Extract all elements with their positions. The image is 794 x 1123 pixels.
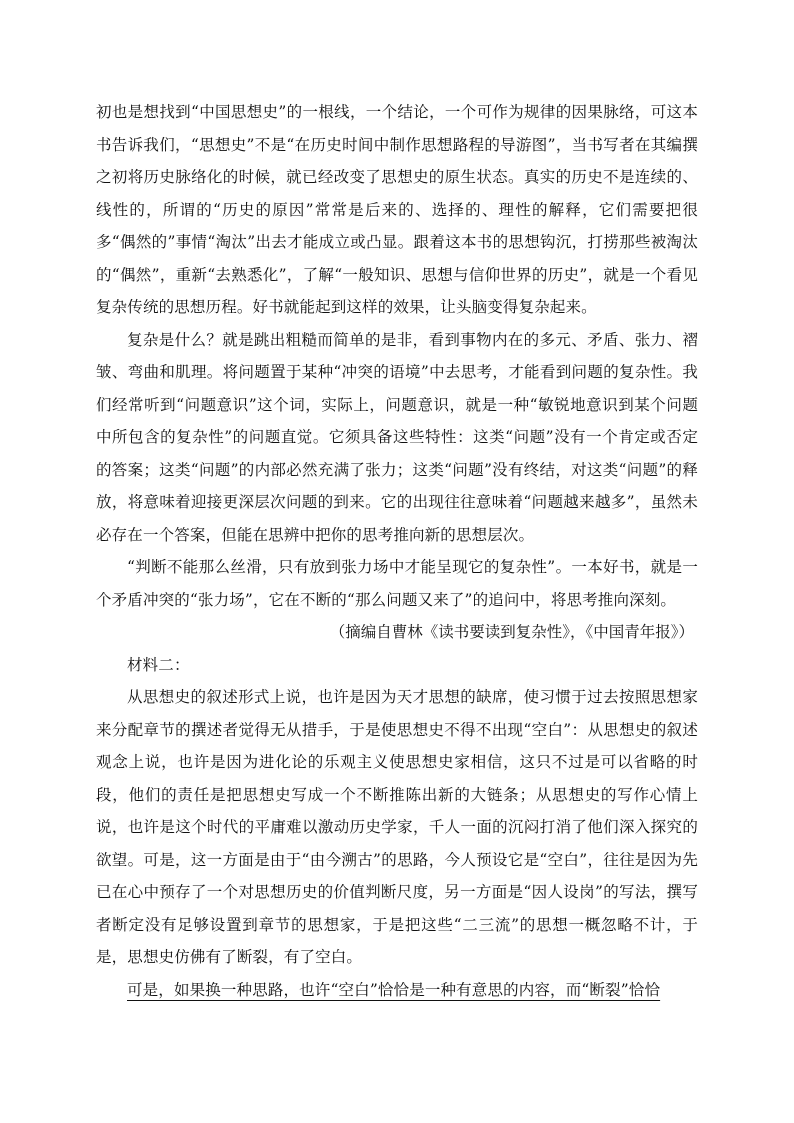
material-one-source: （摘编自曹林《读书要读到复杂性》，《中国青年报》） [329,623,694,641]
material-two-heading: 材料二： [127,655,190,674]
material-two-paragraph-1: 从思想史的叙述形式上说，也许是因为天才思想的缺席，使习惯于过去按照思想家来分配章节的撰述者觉得无从措手，于是使思想史不得不出现“空白”：从思想史的叙述观念上说，也许是因为进化论的乐观主义使思想史家相信，这只不过是可以省略的时段，他们的责任是把思想史写成一个不断推陈出新的大链条；从思想史的写作心情上说，也许是这个时代的平庸难以激动历史学家，千人一面的沉闷打消了他们深入探究的欲望。可是，这一方面是由于“由今溯古”的思路，今人预设它是“空白”，往往是因为先已在心中预存了一个对思想历史的价值判断尺度，另一方面是“因人设岗”的写法，撰写者断定没有足够设置到章节的思想家，于是把这些“二三流”的思想一概忽略不计，于是，思想史仿佛有了断裂，有了空白。 [96,688,698,966]
material-one-paragraph-3: “判断不能那么丝滑，只有放到张力场中才能呈现它的复杂性”。一本好书，就是一个矛盾冲突的“张力场”，它在不断的“那么问题又来了”的追问中，将思考推向深刻。 [96,558,698,609]
underlined-passage: 可是，如果换一种思路，也许“空白”恰恰是一种有意思的内容，而“断裂”恰恰 [127,980,661,999]
material-two-paragraph-2 [96,974,698,1007]
material-one-paragraph-2: 复杂是什么？就是跳出粗糙而简单的是非，看到事物内在的多元、矛盾、张力、褶皱、弯曲和肌理。将问题置于某种“冲突的语境”中去思考，才能看到问题的复杂性。我们经常听到“问题意识”这个词，实际上，问题意识，就是一种“敏锐地意识到某个问题中所包含的复杂性”的问题直觉。它须具备这些特性：这类“问题”没有一个肯定或否定的答案；这类“问题”的内部必然充满了张力；这类“问题”没有终结，对这类“问题”的释放，将意味着迎接更深层次问题的到来。它的出现往往意味着“问题越来越多”，虽然未必存在一个答案，但能在思辨中把你的思考推向新的思想层次。 [96,330,698,544]
document-page [96,96,698,1006]
material-one-paragraph-1: 初也是想找到“中国思想史”的一根线，一个结论，一个可作为规律的因果脉络，可这本书告诉我们，“思想史”不是“在历史时间中制作思想路程的导游图”，当书写者在其编撰之初将历史脉络化的时候，就已经改变了思想史的原生状态。真实的历史不是连续的、线性的，所谓的“历史的原因”常常是后来的、选择的、理性的解释，它们需要把很多“偶然的”事情“淘汰”出去才能成立或凸显。跟着这本书的思想钩沉，打捞那些被淘汰的“偶然”，重新“去熟悉化”，了解“一般知识、思想与信仰世界的历史”，就是一个看见复杂传统的思想历程。好书就能起到这样的效果，让头脑变得复杂起来。 [96,103,698,316]
